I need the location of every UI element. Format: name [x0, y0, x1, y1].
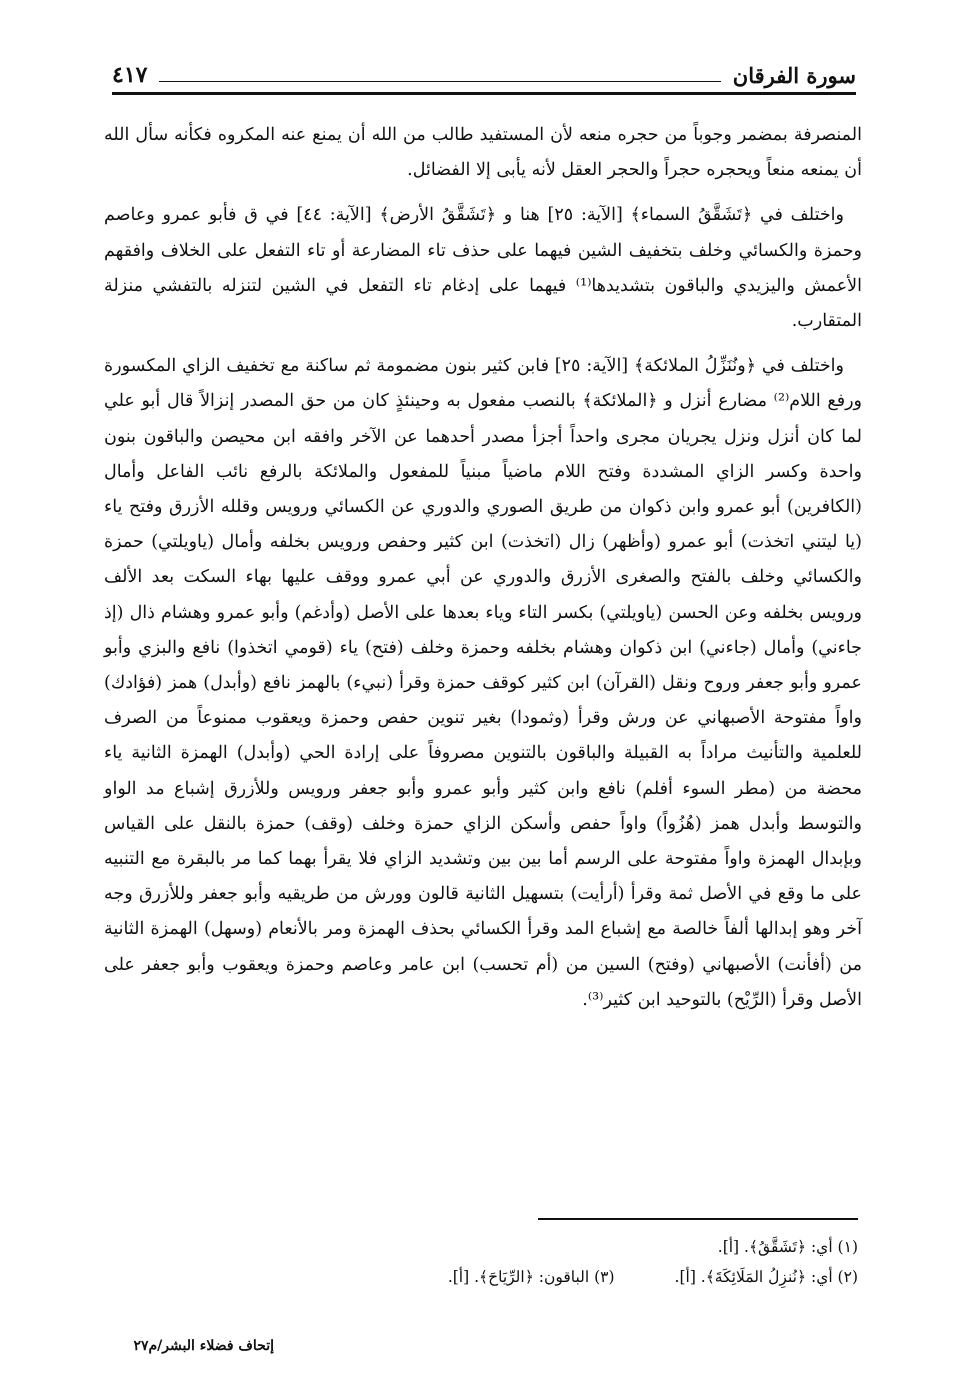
paragraph-1: المنصرفة بمضمر وجوباً من حجره منعه لأن المستفيد طالب من الله أن يمنع عنه المكروه فكأنه سأل الله أن يمنعه منعاً ويحجره حجراً والحجر العقل لأنه يأبى إلا الفضائل.	[104, 125, 862, 181]
signature-mark: إتحاف فضلاء البشر/م٢٧	[133, 1338, 274, 1354]
footnote-1: (١) أي: ﴿تَشَقَّقُ﴾. [أ].	[717, 1238, 858, 1256]
footnote-2: (٢) أي: ﴿نُنزِلُ المَلَائِكَةَ﴾. [أ].	[674, 1268, 858, 1286]
footnotes	[158, 1232, 858, 1292]
paragraph-2: واختلف في ﴿تَشَقَّقُ السماء﴾ [الآية: ٢٥] هنا و ﴿تَشَقَّقُ الأرض﴾ [الآية: ٤٤] في ق فأبو عمرو وعاصم وحمزة والكسائي وخلف بتخفيف الشين فيهما على حذف تاء المضارعة أو تاء التفعل على الخلاف وافقهم الأعمش واليزيدي والباقون بتشديدها⁽¹⁾ فيهما على إدغام تاء التفعل في الشين لتنزله بالتفشي منزلة المتقارب.	[104, 205, 862, 332]
footnote-divider	[538, 1218, 858, 1220]
paragraph-3: واختلف في ﴿ونُنَزِّلُ الملائكة﴾ [الآية: ٢٥] فابن كثير بنون مضمومة ثم ساكنة مع تخفيف الزاي المكسورة ورفع اللام⁽²⁾ مضارع أنزل و ﴿الملائكة﴾ بالنصب مفعول به وحينئذٍ كان من حق المصدر إنزالاً قال أبو علي لما كان أنزل ونزل يجريان مجرى واحداً أجزأ مصدر أحدهما عن الآخر وافقه ابن محيصن والباقون بنون واحدة وكسر الزاي المشددة وفتح اللام ماضياً مبنياً للمفعول والملائكة بالرفع نائب الفاعل وأمال (الكافرين) أبو عمرو وابن ذكوان من طريق الصوري والدوري عن الكسائي ورويس وقلله الأزرق وفتح ياء (يا ليتني اتخذت) أبو عمرو (وأظهر) زال (اتخذت) ابن كثير وحفص ورويس بخلفه وأمال (ياويلتي) حمزة والكسائي وخلف بالفتح والصغرى الأزرق والدوري عن أبي عمرو ووقف عليها بهاء السكت بعد الألف ورويس بخلفه وعن الحسن (ياويلتي) بكسر التاء وياء بعدها على الأصل (وأدغم) وأبو عمرو وهشام ذال (إذ جاءني) وأمال (جاءني) ابن ذكوان وهشام بخلفه وحمزة وخلف (فتح) ياء (قومي اتخذوا) نافع والبزي وأبو عمرو وأبو جعفر وروح ونقل (القرآن) ابن كثير كوقف حمزة وقرأ (نبيء) بالهمز نافع (وأبدل) همز (فؤادك) واواً مفتوحة الأصبهاني عن ورش وقرأ (وثمودا) بغير تنوين حفص وحمزة ويعقوب ممنوعاً من الصرف للعلمية والتأنيث مراداً به القبيلة والباقون بالتنوين مصروفاً على إرادة الحي (وأبدل) الهمزة الثانية ياء محضة من (مطر السوء أفلم) نافع وابن كثير وأبو عمرو وأبو جعفر ورويس وللأزرق إشباع مد الواو والتوسط وأبدل همز (هُزُواً) واواً حفص وأسكن الزاي حمزة وخلف (وقف) حمزة بالنقل على القياس وبإبدال الهمزة واواً مفتوحة على الرسم أما بين بين وتشديد الزاي فلا يقرأ بهما كما مر بالبقرة مع التنبيه على ما وقع في الأصل ثمة وقرأ (أرأيت) بتسهيل الثانية قالون وورش من طريقيه وأبو جعفر وللأزرق وجه آخر وهو إبدالها ألفاً خالصة مع إشباع المد وقرأ الكسائي بحذف الهمزة ومر بالأنعام (وسهل) الهمزة الثانية من (أفأنت) الأصبهاني (وفتح) السين من (أم تحسب) ابن عامر وعاصم وحمزة ويعقوب وأبو جعفر على الأصل وقرأ (الرِّيْح) بالتوحيد ابن كثير⁽³⁾.	[104, 356, 862, 1010]
main-text	[104, 118, 862, 1028]
running-header	[112, 52, 856, 95]
page-number: ٤١٧	[112, 62, 148, 88]
footnote-3: (٣) الباقون: ﴿الرِّيَاحَ﴾. [أ].	[447, 1268, 615, 1286]
surah-title: سورة الفرقان	[732, 63, 856, 88]
footnote-row	[158, 1262, 858, 1292]
header-rule	[159, 81, 720, 82]
